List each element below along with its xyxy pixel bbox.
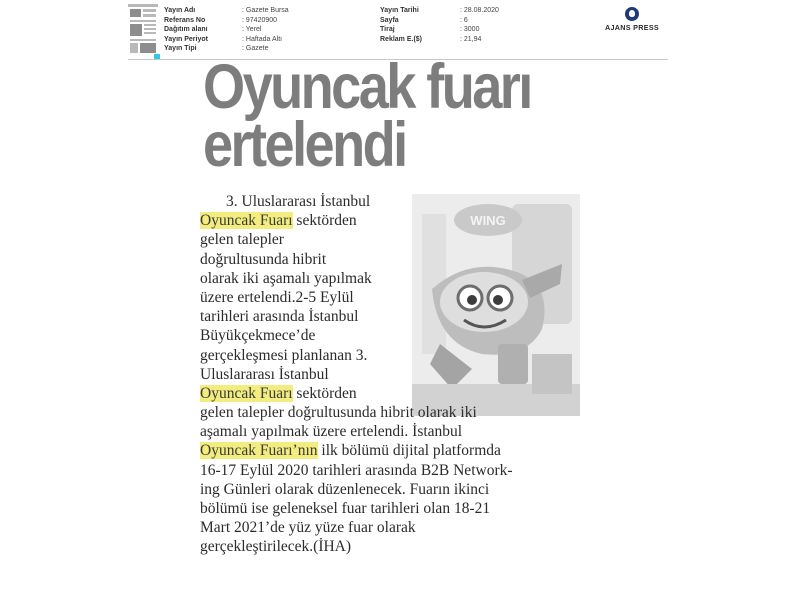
meta-row bbox=[380, 25, 499, 35]
article-line: aşamalı yapılmak üzere ertelendi. İstanbul bbox=[200, 423, 463, 441]
meta-value: : 28.08.2020 bbox=[460, 7, 499, 14]
meta-value: : Gazete bbox=[242, 45, 269, 53]
meta-value: : Yerel bbox=[242, 26, 262, 34]
brand-name: AJANS PRESS bbox=[604, 23, 660, 32]
article-line: gelen talepler bbox=[200, 231, 284, 249]
meta-label: Yayın Tipi bbox=[164, 45, 197, 53]
meta-row bbox=[164, 35, 289, 45]
article-line: bölümü ise geleneksel fuar tarihleri olan 18-21 bbox=[200, 500, 491, 517]
meta-label: Tiraj bbox=[380, 26, 395, 34]
meta-row bbox=[380, 6, 499, 16]
meta-label: Yayın Periyot bbox=[164, 35, 208, 43]
meta-label: Reklam E.($) bbox=[380, 35, 423, 43]
meta-label: Sayfa bbox=[380, 16, 399, 24]
article-line: üzere ertelendi.2-5 Eylül bbox=[200, 288, 354, 306]
meta-row bbox=[164, 25, 289, 35]
article-body bbox=[200, 192, 630, 557]
meta-row bbox=[380, 35, 499, 45]
meta-value: : Gazete Bursa bbox=[242, 7, 289, 14]
meta-value: : 97420900 bbox=[242, 16, 278, 24]
meta-label: Dağıtım alanı bbox=[164, 26, 208, 34]
article-line: gerçekleşmesi planlanan 3. bbox=[200, 346, 368, 364]
meta-label: Yayın Adı bbox=[164, 7, 196, 14]
article-line: ing Günleri olarak düzenlenecek. Fuarın ikinci bbox=[200, 480, 490, 498]
article-line: Büyükçekmece’de bbox=[200, 327, 316, 345]
highlighted-keyword: Oyuncak Fuarı bbox=[200, 384, 293, 402]
meta-row bbox=[164, 16, 289, 26]
headline-line-1: Oyuncak fuarı bbox=[203, 52, 531, 122]
meta-right-column bbox=[380, 6, 499, 44]
article-line: Uluslararası İstanbul bbox=[200, 365, 329, 383]
sign-text: WING bbox=[470, 213, 506, 228]
meta-label: Referans No bbox=[164, 16, 206, 24]
article-line: 3. Uluslararası İstanbul bbox=[226, 193, 371, 210]
article-line: tarihleri arasında İstanbul bbox=[200, 308, 359, 326]
article-text: sektörden bbox=[292, 384, 357, 402]
meta-left-column bbox=[164, 6, 289, 54]
article-text: ilk bölümü dijital platformda bbox=[317, 442, 501, 460]
article-line: olarak iki aşamalı yapılmak bbox=[200, 269, 372, 287]
headline-line-2: ertelendi bbox=[203, 110, 406, 180]
meta-row bbox=[380, 16, 499, 26]
meta-row bbox=[164, 6, 289, 16]
article-line: gerçekleştirilecek.(İHA) bbox=[200, 538, 352, 556]
meta-value: : 3000 bbox=[460, 26, 480, 34]
article-line bbox=[200, 441, 630, 460]
headline bbox=[203, 52, 581, 180]
meta-value: : 21,94 bbox=[460, 35, 482, 43]
meta-value: : 6 bbox=[460, 16, 468, 24]
ajans-press-logo-icon bbox=[625, 7, 639, 21]
article-line: 16-17 Eylül 2020 tarihleri arasında B2B Network- bbox=[200, 461, 513, 479]
meta-label: Yayın Tarihi bbox=[380, 7, 419, 14]
article-text: sektörden bbox=[292, 212, 357, 230]
article-line bbox=[200, 211, 630, 230]
article-line: gelen talepler doğrultusunda hibrit olarak iki bbox=[200, 404, 477, 422]
article-line: doğrultusunda hibrit bbox=[200, 250, 327, 268]
ajans-press-brand bbox=[592, 7, 672, 32]
meta-value: : Haftada Altı bbox=[242, 35, 283, 43]
newspaper-thumbnail-icon bbox=[128, 4, 158, 58]
highlighted-keyword: Oyuncak Fuarı bbox=[200, 212, 293, 230]
article-line bbox=[200, 384, 630, 403]
highlighted-keyword: Oyuncak Fuarı’nın bbox=[200, 442, 318, 460]
article-line: Mart 2021’de yüz yüze fuar olarak bbox=[200, 519, 416, 537]
